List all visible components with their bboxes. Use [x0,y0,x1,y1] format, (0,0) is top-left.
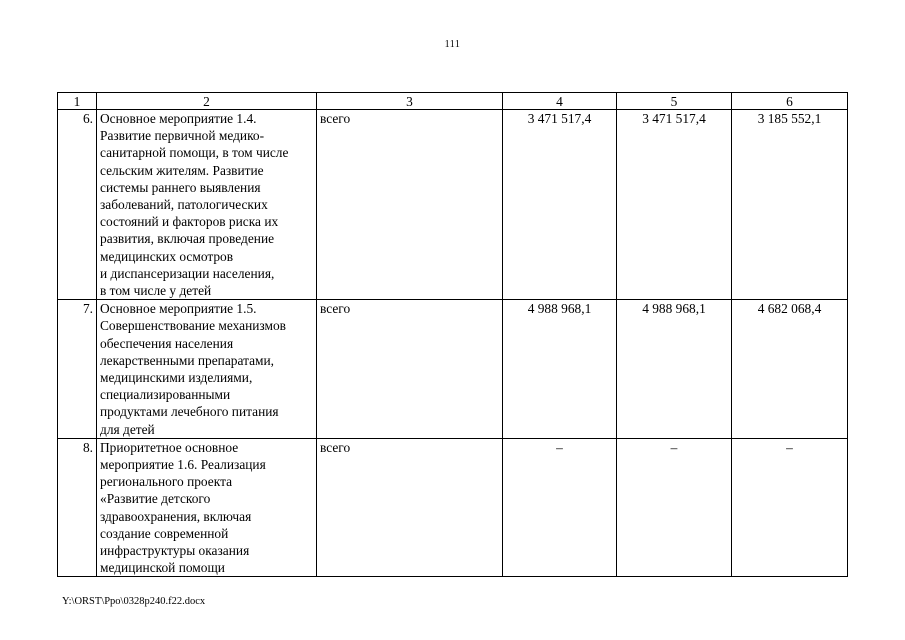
value-col5: 4 988 968,1 [617,300,732,439]
table-header-row [58,93,848,110]
description-line: для детей [100,421,155,437]
funding-scope: всего [317,110,503,300]
table-row [58,300,848,439]
value-col4: – [503,438,617,577]
description-line: мероприятие 1.6. Реализация [100,457,266,473]
description-line: в том числе у детей [100,283,212,299]
document-file-path: Y:\ORST\Ppo\0328p240.f22.docx [62,596,206,607]
activity-description [97,110,317,300]
description-line: медицинскими изделиями, [100,370,253,386]
row-number: 6. [58,110,97,300]
description-line: развития, включая проведение [100,231,275,247]
description-line: сельским жителям. Развитие [100,162,264,178]
activity-description [97,300,317,439]
activity-description [97,438,317,577]
description-line: заболеваний, патологических [100,197,268,213]
value-col5: – [617,438,732,577]
header-cell: 5 [617,93,732,110]
description-line: Совершенствование механизмов [100,318,286,334]
description-line: «Развитие детского [100,491,211,507]
value-col5: 3 471 517,4 [617,110,732,300]
description-line: специализированными [100,387,231,403]
description-line: системы раннего выявления [100,179,261,195]
description-line: медицинской помощи [100,560,225,576]
description-line: инфраструктуры оказания [100,543,250,559]
description-line: Развитие первичной медико- [100,128,265,144]
description-line: продуктами лечебного питания [100,404,279,420]
header-cell: 6 [732,93,848,110]
description-line: обеспечения населения [100,335,234,351]
row-number: 7. [58,300,97,439]
program-table [57,92,848,577]
description-line: санитарной помощи, в том числе [100,145,289,161]
description-line: Основное мероприятие 1.5. [100,301,257,317]
header-cell: 4 [503,93,617,110]
value-col4: 3 471 517,4 [503,110,617,300]
funding-scope: всего [317,438,503,577]
description-line: Приоритетное основное [100,439,239,455]
funding-scope: всего [317,300,503,439]
description-line: медицинских осмотров [100,248,234,264]
header-cell: 3 [317,93,503,110]
page-number: 111 [444,39,461,50]
row-number: 8. [58,438,97,577]
value-col6: – [732,438,848,577]
description-line: Основное мероприятие 1.4. [100,111,257,126]
description-line: регионального проекта [100,474,233,490]
description-line: здравоохранения, включая [100,508,252,524]
description-line: создание современной [100,525,229,541]
value-col4: 4 988 968,1 [503,300,617,439]
value-col6: 3 185 552,1 [732,110,848,300]
header-cell: 2 [97,93,317,110]
table-row [58,438,848,577]
header-cell: 1 [58,93,97,110]
description-line: и диспансеризации населения, [100,265,275,281]
description-line: лекарственными препаратами, [100,352,275,368]
table-row [58,110,848,300]
description-line: состояний и факторов риска их [100,214,279,230]
value-col6: 4 682 068,4 [732,300,848,439]
